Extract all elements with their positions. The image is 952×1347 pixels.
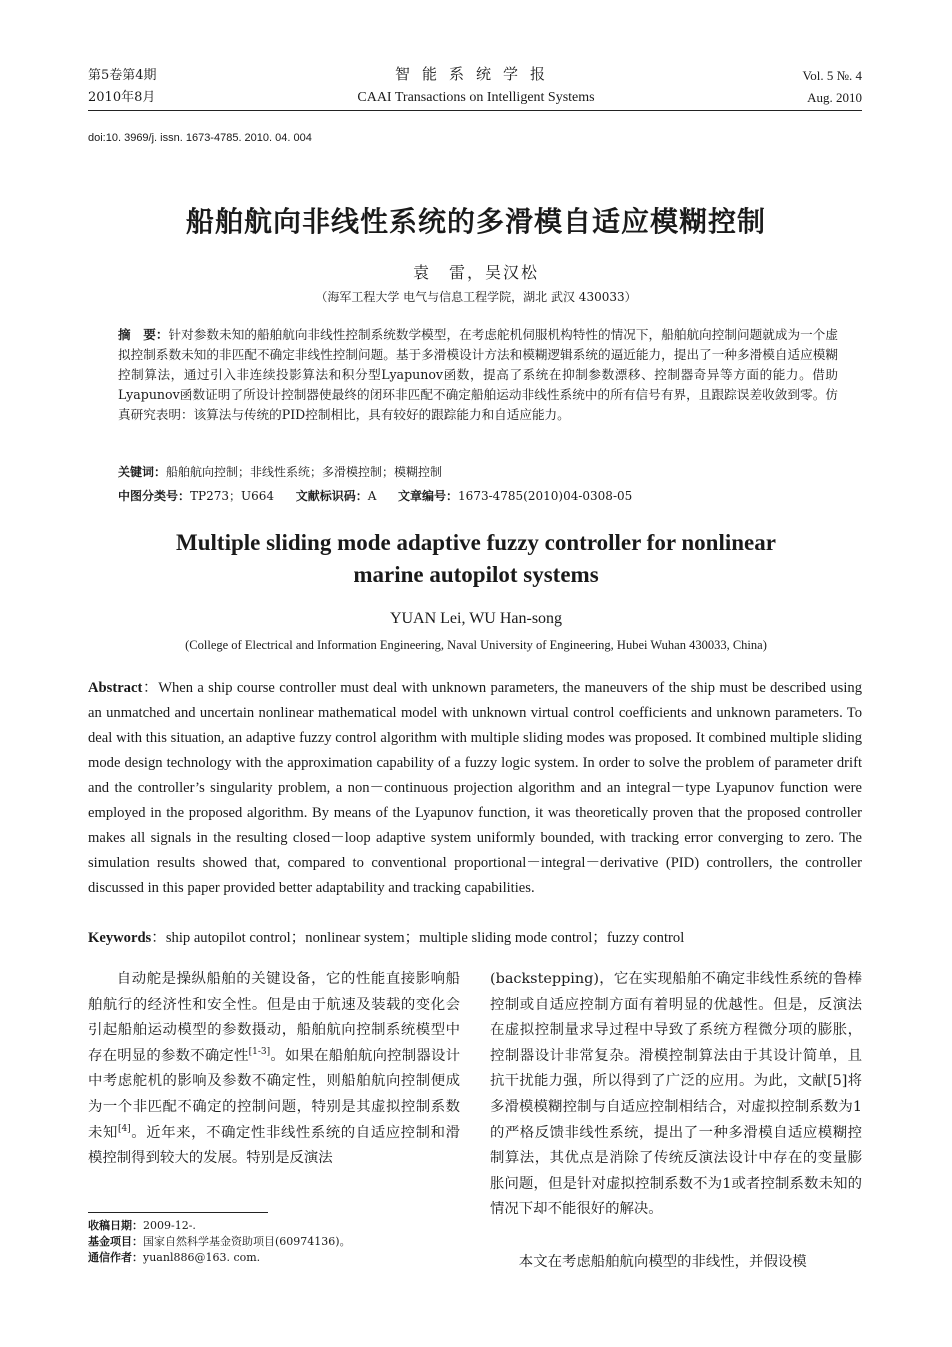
abstract-cn-label: 摘 要： xyxy=(118,327,169,342)
clc-value: TP273；U664 xyxy=(190,489,275,503)
body-left-paragraph xyxy=(88,967,460,1172)
body-left-text-b: 。如果在船舶航向控制器设计中考虑舵机的影响及参数不确定性，则船舶航向控制便成为一个非匹配不确定的控制问题，特别是其虚拟控制系数未知 xyxy=(88,1047,460,1141)
body-left-text-c: 。近年来，不确定性非线性系统的自适应控制和滑模控制得到较大的发展。特别是反演法 xyxy=(88,1124,460,1167)
footnote-rule xyxy=(88,1212,268,1213)
header-date-cn: 2010年8月 xyxy=(88,90,156,105)
classification-cn xyxy=(118,486,838,506)
footnote-corresponding-value: yuanl886@163. com. xyxy=(143,1251,261,1264)
article-number-value: 1673-4785(2010)04-0308-05 xyxy=(458,489,633,503)
affiliation-en: (College of Electrical and Information Engineering, Naval University of Engineering, Hubei Wuhan 430033, China) xyxy=(185,638,767,652)
footnote-corresponding xyxy=(88,1250,460,1265)
authors-en: YUAN Lei, WU Han-song xyxy=(389,610,563,627)
abstract-cn xyxy=(118,325,838,425)
doc-code-value: A xyxy=(367,489,377,503)
body-right-paragraph-2: 本文在考虑船舶航向模型的非线性，并假设模 xyxy=(518,1254,807,1270)
footnote-received xyxy=(88,1218,460,1233)
citation-4: [4] xyxy=(117,1123,131,1134)
footnote-corresponding-label: 通信作者： xyxy=(88,1251,143,1264)
citation-1-3: [1-3] xyxy=(248,1046,271,1057)
title-cn: 船舶航向非线性系统的多滑模自适应模糊控制 xyxy=(185,205,766,238)
keywords-cn-text: 船舶航向控制；非线性系统；多滑模控制；模糊控制 xyxy=(166,465,443,479)
keywords-cn xyxy=(118,462,838,482)
footnote-fund-value: 国家自然科学基金资助项目(60974136)。 xyxy=(143,1235,351,1248)
abstract-en xyxy=(88,676,862,901)
affiliation-cn: （海军工程大学 电气与信息工程学院，湖北 武汉 430033） xyxy=(315,290,637,304)
keywords-en-label: Keywords xyxy=(88,930,152,946)
abstract-cn-text: 针对参数未知的船舶航向非线性控制系统数学模型，在考虑舵机伺服机构特性的情况下，船舶航向控制问题就成为一个虚拟控制系数未知的非匹配不确定非线性控制问题。基于多滑模设计方法和模糊逻辑系统的逼近能力，提出了一种多滑模自适应模糊控制算法，通过引入非连续投影算法和积分型Lyapunov函数，提高了系统在抑制参数漂移、控制器奇异等方面的能力。借助Lyapunov函数证明了所设计控制器使最终的闭环非匹配不确定船舶运动非线性系统中的所有信号有界，且跟踪误差收敛到零。仿真研究表明：该算法与传统的PID控制相比，具有较好的跟踪能力和自适应能力。 xyxy=(118,327,839,422)
header-rule xyxy=(88,110,862,111)
doc-code-label: 文献标识码： xyxy=(295,489,368,503)
abstract-en-text: ：When a ship course controller must deal with unknown parameters, the maneuvers of the ship must be described using an unmatched and uncertain nonlinear mathematical model with unknown virtual control coefficients and unknown parameters. To deal with this situation, an adaptive fuzzy control algorithm with multiple sliding modes was proposed. It combined multiple sliding mode design technology with the approximation capability of a fuzzy logic system. In order to solve the problem of parameter drift and the controller’s singularity problem, a non－continuous projection algorithm and an integral－type Lyapunov function were employed in the proposed algorithm. By means of the Lyapunov function, it was theoretically proven that the proposed controller makes all signals in the resulting closed－loop adaptive system uniformly bounded, with tracking error converging to zero. The simulation results showed that, compared to conventional proportional－integral－derivative (PID) controllers, the controller discussed in this paper provided better adaptability and tracking capabilities. xyxy=(88,680,862,896)
title-en-line-1: Multiple sliding mode adaptive fuzzy controller for nonlinear xyxy=(176,530,776,555)
footnote-fund xyxy=(88,1234,460,1249)
keywords-en xyxy=(88,926,862,951)
header-journal-en: CAAI Transactions on Intelligent Systems xyxy=(357,90,595,105)
authors-cn: 袁 雷，吴汉松 xyxy=(412,263,539,282)
title-en-line-2: marine autopilot systems xyxy=(353,562,599,587)
header-date-en: Aug. 2010 xyxy=(807,90,862,105)
body-left-text-a: 自动舵是操纵船舶的关键设备，它的性能直接影响船舶航行的经济性和安全性。但是由于航速及装载的变化会引起船舶运动模型的参数摄动，船舶航向控制系统模型中存在明显的参数不确定性 xyxy=(88,971,460,1064)
keywords-cn-label: 关键词： xyxy=(118,465,167,479)
body-right-paragraph-1: (backstepping)，它在实现船舶不确定非线性系统的鲁棒控制或自适应控制方面有着明显的优越性。但是，反演法在虚拟控制量求导过程中导致了系统方程微分项的膨胀，控制器设计非常复杂。滑模控制算法由于其设计简单，且抗干扰能力强，所以得到了广泛的应用。为此，文献[5]将多滑模模糊控制与自适应控制相结合，对虚拟控制系数为1的严格反馈非线性系统，提出了一种多滑模自适应模糊控制算法，其优点是消除了传统反演法设计中存在的变量膨胀问题，但是针对虚拟控制系数不为1或者控制系数未知的情况下却不能很好的解决。 xyxy=(490,971,862,1218)
abstract-en-label: Abstract xyxy=(88,680,143,696)
header-vol-issue-en: Vol. 5 №. 4 xyxy=(802,68,862,83)
keywords-en-text: ：ship autopilot control；nonlinear system；multiple sliding mode control；fuzzy control xyxy=(151,930,685,946)
clc-label: 中图分类号： xyxy=(118,489,191,503)
footnote-received-label: 收稿日期： xyxy=(88,1219,143,1232)
header-vol-issue-cn: 第5卷第4期 xyxy=(88,68,157,83)
doi: doi:10. 3969/j. issn. 1673-4785. 2010. 04. 004 xyxy=(88,132,312,144)
header-journal-cn: 智能系统学报 xyxy=(394,65,557,83)
footnote-fund-label: 基金项目： xyxy=(88,1235,143,1248)
article-number-label: 文章编号： xyxy=(398,489,459,503)
footnote-received-value: 2009-12-. xyxy=(143,1219,196,1232)
